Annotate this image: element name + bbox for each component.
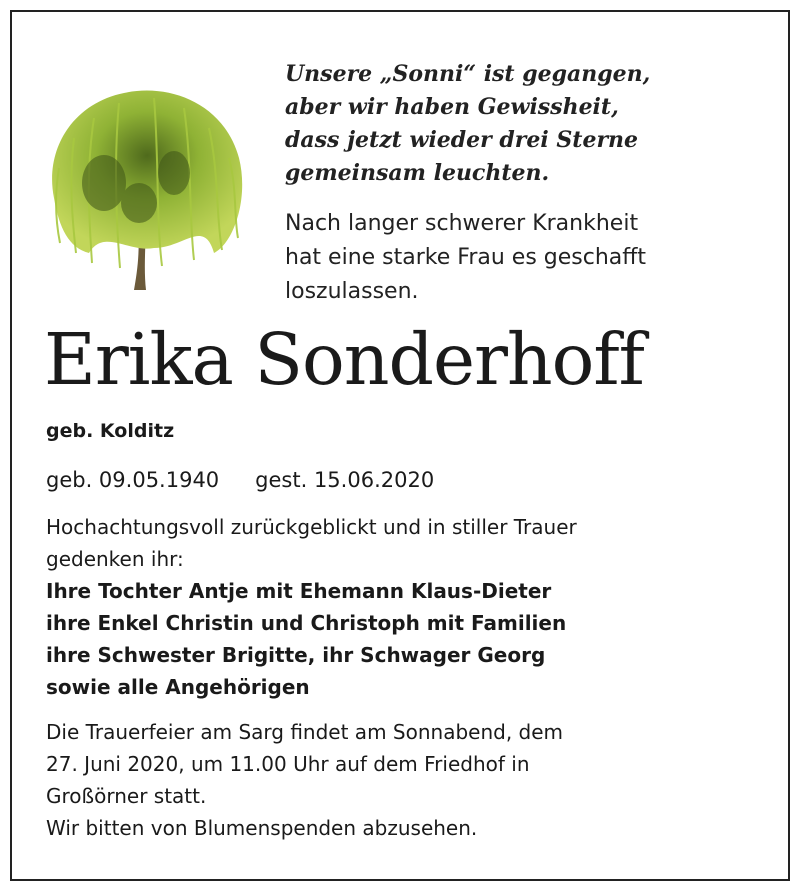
intro-line: Nach langer schwerer Krankheit xyxy=(285,211,639,236)
willow-tree-icon xyxy=(34,78,252,293)
service-line: Die Trauerfeier am Sarg findet am Sonnabend, dem xyxy=(46,720,564,744)
mourners-section xyxy=(46,511,766,703)
life-dates xyxy=(46,464,434,496)
mourner-name: ihre Enkel Christin und Christoph mit Familien xyxy=(46,611,567,635)
mourner-name: Ihre Tochter Antje mit Ehemann Klaus-Dieter xyxy=(46,579,552,603)
quote-line: aber wir haben Gewissheit, xyxy=(285,94,619,120)
quote-line: Unsere „Sonni“ ist gegangen, xyxy=(285,61,651,87)
quote-line: dass jetzt wieder drei Sterne xyxy=(285,127,639,153)
service-line: 27. Juni 2020, um 11.00 Uhr auf dem Friedhof in xyxy=(46,752,530,776)
birth-date: geb. 09.05.1940 xyxy=(46,468,220,492)
mourners-intro-line: gedenken ihr: xyxy=(46,547,184,571)
intro-text xyxy=(285,207,755,309)
service-line: Wir bitten von Blumenspenden abzusehen. xyxy=(46,816,478,840)
mourner-name: ihre Schwester Brigitte, ihr Schwager Georg xyxy=(46,643,546,667)
memorial-quote xyxy=(285,58,755,190)
mourners-intro-line: Hochachtungsvoll zurückgeblickt und in stiller Trauer xyxy=(46,515,577,539)
death-date: gest. 15.06.2020 xyxy=(255,468,435,492)
funeral-service-info xyxy=(46,716,766,844)
quote-line: gemeinsam leuchten. xyxy=(285,160,550,186)
intro-line: hat eine starke Frau es geschafft xyxy=(285,245,647,270)
maiden-name: geb. Kolditz xyxy=(46,420,175,442)
service-line: Großörner statt. xyxy=(46,784,207,808)
mourner-name: sowie alle Angehörigen xyxy=(46,675,310,699)
deceased-name: Erika Sonderhoff xyxy=(44,318,644,401)
intro-line: loszulassen. xyxy=(285,279,419,304)
